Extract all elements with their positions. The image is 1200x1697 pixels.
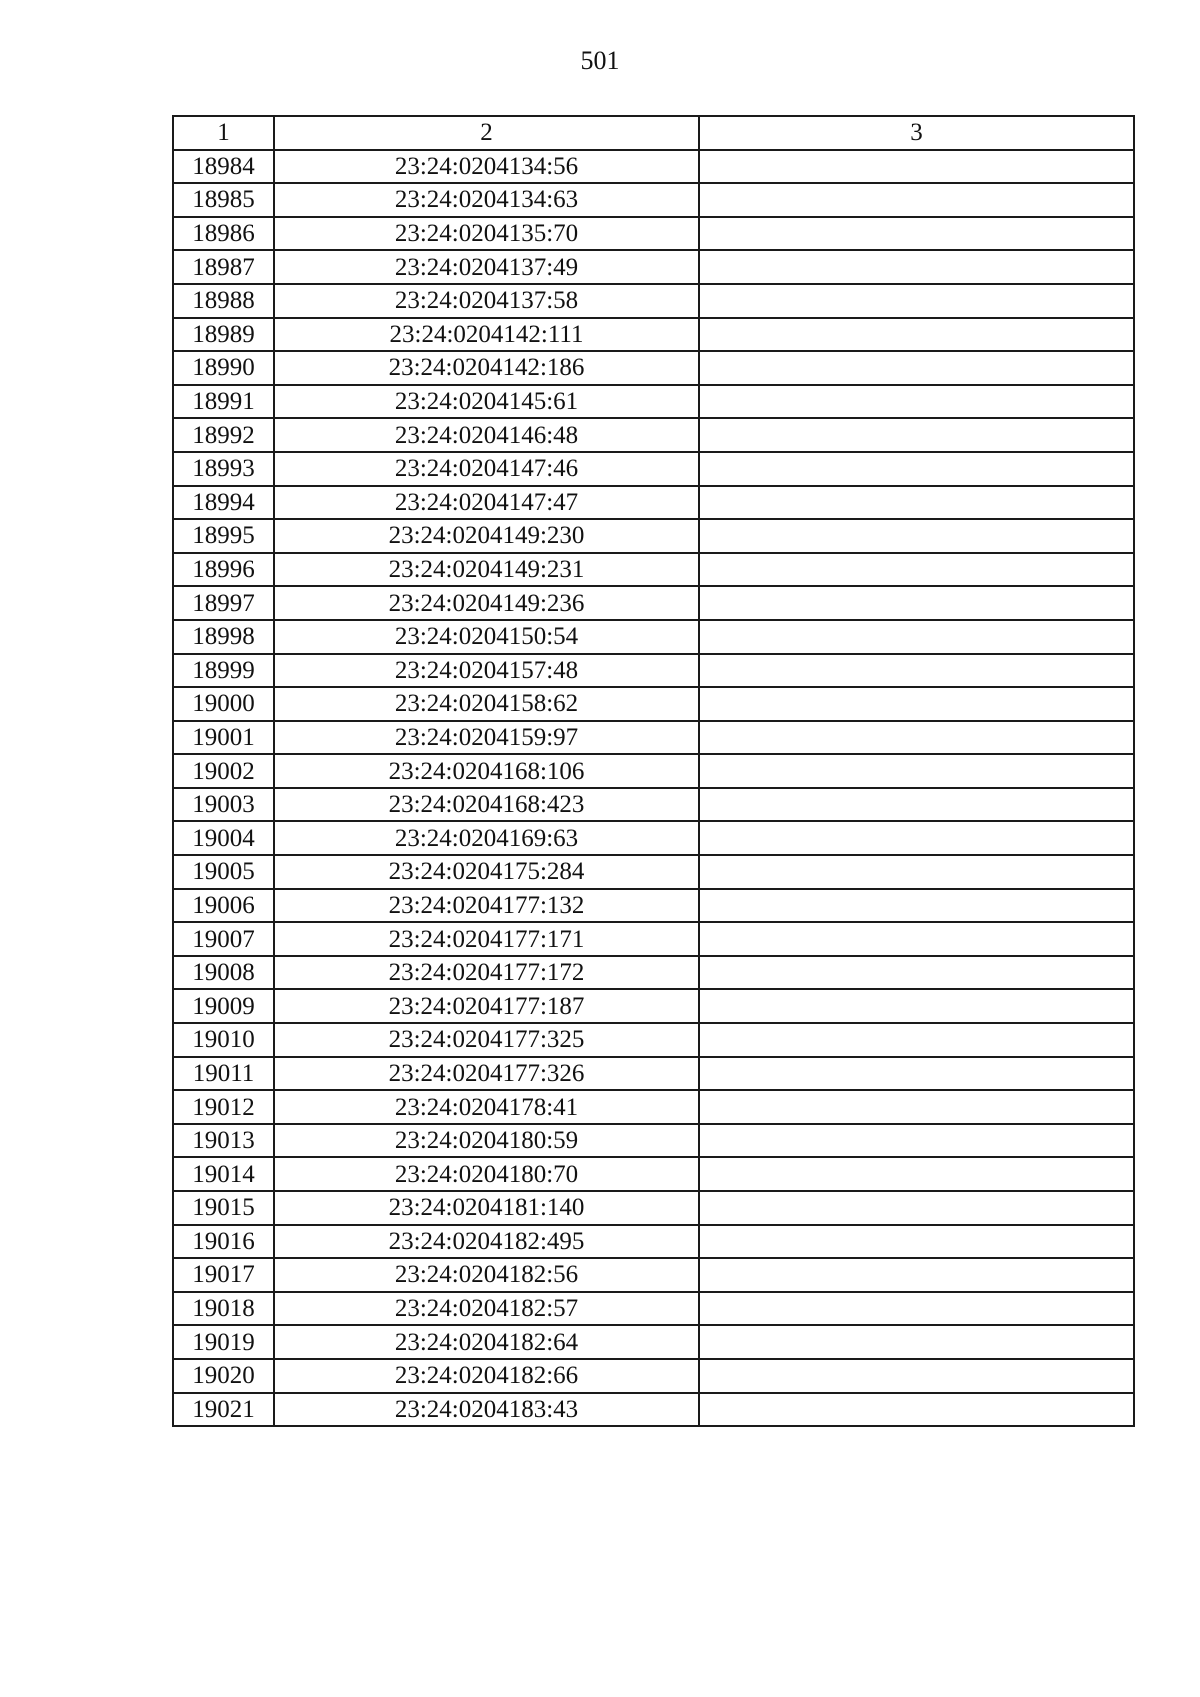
- notes-cell: [699, 150, 1134, 184]
- cadastral-number-cell: 23:24:0204177:326: [274, 1057, 699, 1091]
- notes-cell: [699, 1090, 1134, 1124]
- cadastral-number-cell: 23:24:0204177:171: [274, 922, 699, 956]
- row-number-cell: 18988: [173, 284, 274, 318]
- notes-cell: [699, 922, 1134, 956]
- row-number-cell: 19008: [173, 956, 274, 990]
- notes-cell: [699, 1325, 1134, 1359]
- notes-cell: [699, 1191, 1134, 1225]
- cadastral-number-cell: 23:24:0204142:186: [274, 351, 699, 385]
- row-number-cell: 18994: [173, 486, 274, 520]
- notes-cell: [699, 1124, 1134, 1158]
- cadastral-number-cell: 23:24:0204182:66: [274, 1359, 699, 1393]
- row-number-cell: 19007: [173, 922, 274, 956]
- notes-cell: [699, 1157, 1134, 1191]
- cadastral-number-cell: 23:24:0204180:70: [274, 1157, 699, 1191]
- row-number-cell: 18993: [173, 452, 274, 486]
- notes-cell: [699, 385, 1134, 419]
- table-row: [173, 1225, 1134, 1259]
- notes-cell: [699, 1225, 1134, 1259]
- cadastral-number-cell: 23:24:0204147:47: [274, 486, 699, 520]
- cadastral-number-cell: 23:24:0204137:58: [274, 284, 699, 318]
- row-number-cell: 19017: [173, 1258, 274, 1292]
- row-number-cell: 18984: [173, 150, 274, 184]
- row-number-cell: 19011: [173, 1057, 274, 1091]
- row-number-cell: 19013: [173, 1124, 274, 1158]
- cadastral-number-cell: 23:24:0204183:43: [274, 1393, 699, 1427]
- row-number-cell: 19009: [173, 989, 274, 1023]
- table-row: [173, 788, 1134, 822]
- table-row: [173, 519, 1134, 553]
- table-row: [173, 855, 1134, 889]
- row-number-cell: 19020: [173, 1359, 274, 1393]
- table-row: [173, 1090, 1134, 1124]
- cadastral-number-cell: 23:24:0204182:57: [274, 1292, 699, 1326]
- cadastral-number-cell: 23:24:0204147:46: [274, 452, 699, 486]
- notes-cell: [699, 1057, 1134, 1091]
- row-number-cell: 18999: [173, 654, 274, 688]
- cadastral-number-cell: 23:24:0204149:236: [274, 586, 699, 620]
- table-row: [173, 1023, 1134, 1057]
- cadastral-number-cell: 23:24:0204168:423: [274, 788, 699, 822]
- cadastral-number-cell: 23:24:0204159:97: [274, 721, 699, 755]
- row-number-cell: 18995: [173, 519, 274, 553]
- notes-cell: [699, 1023, 1134, 1057]
- row-number-cell: 19015: [173, 1191, 274, 1225]
- cadastral-number-cell: 23:24:0204134:63: [274, 183, 699, 217]
- row-number-cell: 18998: [173, 620, 274, 654]
- cadastral-number-cell: 23:24:0204182:64: [274, 1325, 699, 1359]
- table-row: [173, 889, 1134, 923]
- cadastral-number-cell: 23:24:0204134:56: [274, 150, 699, 184]
- notes-cell: [699, 418, 1134, 452]
- cadastral-number-cell: 23:24:0204149:230: [274, 519, 699, 553]
- cadastral-number-cell: 23:24:0204177:132: [274, 889, 699, 923]
- row-number-cell: 19005: [173, 855, 274, 889]
- notes-cell: [699, 284, 1134, 318]
- table-row: [173, 1157, 1134, 1191]
- notes-cell: [699, 318, 1134, 352]
- table-row: [173, 1057, 1134, 1091]
- row-number-cell: 19002: [173, 754, 274, 788]
- cadastral-number-cell: 23:24:0204177:172: [274, 956, 699, 990]
- cadastral-number-cell: 23:24:0204157:48: [274, 654, 699, 688]
- cadastral-number-cell: 23:24:0204142:111: [274, 318, 699, 352]
- cadastral-number-cell: 23:24:0204146:48: [274, 418, 699, 452]
- table-row: [173, 821, 1134, 855]
- notes-cell: [699, 1359, 1134, 1393]
- cadastral-number-cell: 23:24:0204182:495: [274, 1225, 699, 1259]
- row-number-cell: 18990: [173, 351, 274, 385]
- table-row: [173, 1325, 1134, 1359]
- notes-cell: [699, 889, 1134, 923]
- notes-cell: [699, 620, 1134, 654]
- cadastral-number-cell: 23:24:0204168:106: [274, 754, 699, 788]
- notes-cell: [699, 183, 1134, 217]
- row-number-cell: 19012: [173, 1090, 274, 1124]
- notes-cell: [699, 855, 1134, 889]
- column-header-1: 1: [173, 116, 274, 150]
- table-row: [173, 183, 1134, 217]
- row-number-cell: 18989: [173, 318, 274, 352]
- row-number-cell: 18997: [173, 586, 274, 620]
- row-number-cell: 18991: [173, 385, 274, 419]
- cadastral-number-cell: 23:24:0204145:61: [274, 385, 699, 419]
- table-row: [173, 418, 1134, 452]
- cadastral-number-cell: 23:24:0204178:41: [274, 1090, 699, 1124]
- cadastral-table: [172, 115, 1135, 1427]
- table-row: [173, 385, 1134, 419]
- table-row: [173, 620, 1134, 654]
- row-number-cell: 19021: [173, 1393, 274, 1427]
- table-row: [173, 687, 1134, 721]
- notes-cell: [699, 1393, 1134, 1427]
- table-row: [173, 1359, 1134, 1393]
- notes-cell: [699, 788, 1134, 822]
- notes-cell: [699, 1292, 1134, 1326]
- row-number-cell: 19006: [173, 889, 274, 923]
- row-number-cell: 18987: [173, 250, 274, 284]
- table-row: [173, 318, 1134, 352]
- cadastral-number-cell: 23:24:0204181:140: [274, 1191, 699, 1225]
- row-number-cell: 19014: [173, 1157, 274, 1191]
- table-row: [173, 586, 1134, 620]
- notes-cell: [699, 486, 1134, 520]
- notes-cell: [699, 956, 1134, 990]
- row-number-cell: 19001: [173, 721, 274, 755]
- table-body: [173, 150, 1134, 1427]
- notes-cell: [699, 452, 1134, 486]
- cadastral-number-cell: 23:24:0204175:284: [274, 855, 699, 889]
- page-number: 501: [580, 46, 620, 75]
- table-row: [173, 217, 1134, 251]
- table-row: [173, 486, 1134, 520]
- cadastral-number-cell: 23:24:0204150:54: [274, 620, 699, 654]
- table-row: [173, 553, 1134, 587]
- notes-cell: [699, 989, 1134, 1023]
- notes-cell: [699, 553, 1134, 587]
- column-header-3: 3: [699, 116, 1134, 150]
- notes-cell: [699, 1258, 1134, 1292]
- row-number-cell: 18996: [173, 553, 274, 587]
- cadastral-number-cell: 23:24:0204135:70: [274, 217, 699, 251]
- table-row: [173, 1191, 1134, 1225]
- notes-cell: [699, 586, 1134, 620]
- notes-cell: [699, 687, 1134, 721]
- table-row: [173, 956, 1134, 990]
- row-number-cell: 18986: [173, 217, 274, 251]
- table-row: [173, 452, 1134, 486]
- notes-cell: [699, 821, 1134, 855]
- row-number-cell: 18992: [173, 418, 274, 452]
- cadastral-number-cell: 23:24:0204177:187: [274, 989, 699, 1023]
- notes-cell: [699, 654, 1134, 688]
- table-row: [173, 754, 1134, 788]
- notes-cell: [699, 754, 1134, 788]
- notes-cell: [699, 351, 1134, 385]
- table-row: [173, 150, 1134, 184]
- notes-cell: [699, 217, 1134, 251]
- table-row: [173, 351, 1134, 385]
- column-header-2: 2: [274, 116, 699, 150]
- row-number-cell: 18985: [173, 183, 274, 217]
- table-row: [173, 250, 1134, 284]
- row-number-cell: 19019: [173, 1325, 274, 1359]
- table-row: [173, 284, 1134, 318]
- table-row: [173, 654, 1134, 688]
- cadastral-number-cell: 23:24:0204182:56: [274, 1258, 699, 1292]
- row-number-cell: 19016: [173, 1225, 274, 1259]
- row-number-cell: 19003: [173, 788, 274, 822]
- notes-cell: [699, 519, 1134, 553]
- cadastral-number-cell: 23:24:0204158:62: [274, 687, 699, 721]
- table-row: [173, 1124, 1134, 1158]
- table-row: [173, 922, 1134, 956]
- table-row: [173, 1258, 1134, 1292]
- notes-cell: [699, 721, 1134, 755]
- row-number-cell: 19000: [173, 687, 274, 721]
- row-number-cell: 19004: [173, 821, 274, 855]
- table-row: [173, 721, 1134, 755]
- table-row: [173, 1393, 1134, 1427]
- cadastral-number-cell: 23:24:0204180:59: [274, 1124, 699, 1158]
- cadastral-number-cell: 23:24:0204149:231: [274, 553, 699, 587]
- notes-cell: [699, 250, 1134, 284]
- cadastral-number-cell: 23:24:0204177:325: [274, 1023, 699, 1057]
- table-row: [173, 1292, 1134, 1326]
- table-header-row: [173, 116, 1134, 150]
- row-number-cell: 19010: [173, 1023, 274, 1057]
- cadastral-number-cell: 23:24:0204137:49: [274, 250, 699, 284]
- row-number-cell: 19018: [173, 1292, 274, 1326]
- cadastral-number-cell: 23:24:0204169:63: [274, 821, 699, 855]
- table-row: [173, 989, 1134, 1023]
